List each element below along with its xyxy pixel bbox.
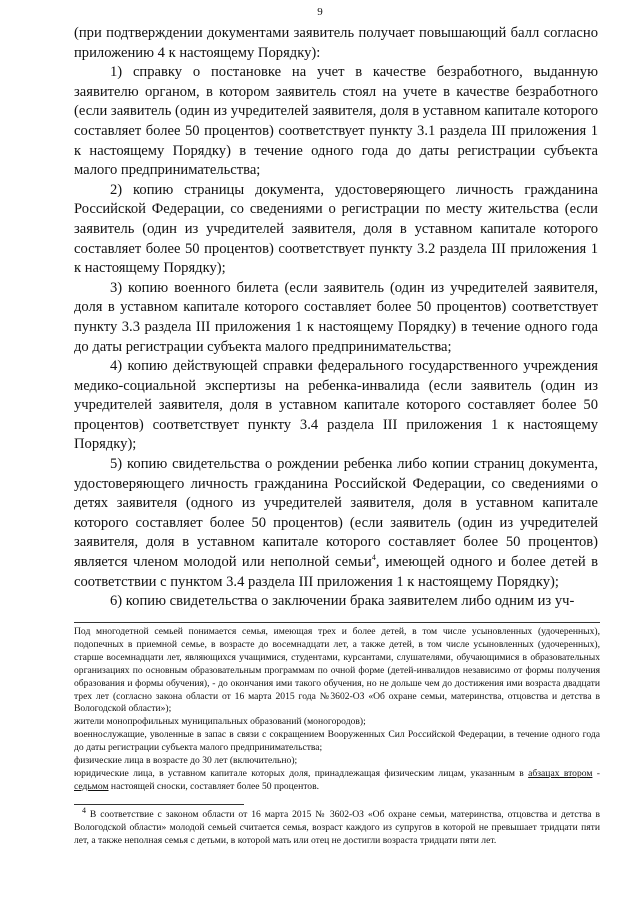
footnote-text: настоящей сноски, составляет более 50 процентов. — [108, 780, 319, 792]
page-number: 9 — [317, 6, 323, 18]
footnote-4-divider — [74, 804, 244, 805]
footnote-4-text — [74, 805, 600, 848]
main-text — [74, 24, 598, 612]
paragraph-item-3: 3) копию военного билета (если заявитель (один из учредителей заявителя, доля в уставном капитале которого составляет более 50 процентов) соответствует пункту 3.3 раздела III приложения 1 к настоящему Порядку) в течение одного года до даты регистрации субъекта малого предпринимательства; — [74, 279, 598, 355]
footnote-4-body: В соответствие с законом области от 16 марта 2015 № 3602-ОЗ «Об охране семьи, материнства, отцовства и детства в Вологодской области» молодой семьей считается семья, возраст каждого из супругов в которой не превышает тридцати пяти лет, а также неполная семья с детьми, в которой мать или отец не достигли возраста тридцати пяти лет. — [74, 808, 600, 846]
footnote-divider — [74, 622, 600, 623]
paragraph-item-5 — [74, 455, 598, 592]
paragraph-item-5-tail: , имеющей одного и более детей в соответствии с пунктом 3.4 раздела III приложения 1 к настоящему Порядку); — [74, 554, 598, 590]
paragraph-intro: (при подтверждении документами заявитель получает повышающий балл согласно приложению 4 к настоящему Порядку): — [74, 25, 598, 61]
footnote-item: военнослужащие, уволенные в запас в связи с сокращением Вооруженных Сил Российской Федерации, в течение одного года до даты регистрации субъекта малого предпринимательства; — [74, 729, 600, 754]
footnotes-section — [74, 622, 600, 848]
footnote-4-marker: 4 — [82, 805, 86, 815]
footnote-ref-4[interactable]: 4 — [371, 553, 376, 563]
paragraph-item-4: 4) копию действующей справки федерального государственного учреждения медико-социальной экспертизы на ребенка-инвалида (если заявитель (один из учредителей заявителя, доля в уставном капитале которого составляет более 50 процентов) соответствует пункту 3.4 раздела III приложения 1 к настоящему Порядку); — [74, 358, 598, 453]
footnote-link-second[interactable]: абзацах втором — [528, 767, 593, 779]
footnote-list — [74, 626, 600, 794]
paragraph-item-5-text: 5) копию свидетельства о рождении ребенка либо копии страниц документа, удостоверяющего личность гражданина Российской Федерации, со сведениями о детях заявителя (одного из учредителей заявителя, доля в уставном капитале которого составляет более 50 процентов) (если заявитель (один из учредителей заявителя, доля в уставном капитале которого составляет более 50 процентов) является членом молодой или неполной семьи — [74, 456, 598, 571]
footnote-item: Под многодетной семьей понимается семья, имеющая трех и более детей, в том числе усыновленных (удочеренных), подопечных в приемной семье, в возрасте до восемнадцати лет, а также детей, в том числе усыновленных (удочеренных), старше восемнадцати лет, являющихся учащимися, студентами, курсантами, слушателями, обучающимися в образовательных организациях по основным образовательным программам по очной форме (детей-инвалидов независимо от формы получения образования и формы обучения), - до окончания ими такого обучения, но не дольше чем до достижения ими возраста двадцати трех лет (согласно закона области от 16 марта 2015 года №3602-ОЗ «Об охране семьи, материнства, отцовства и детства в Вологодской области»); — [74, 626, 600, 715]
footnote-text: юридические лица, в уставном капитале которых доля, принадлежащая физическим лицам, указанным в — [74, 767, 529, 779]
footnote-item: физические лица в возрасте до 30 лет (включительно); — [74, 755, 298, 767]
paragraph-item-2: 2) копию страницы документа, удостоверяющего личность гражданина Российской Федерации, со сведениями о регистрации по месту жительства (если заявитель (один из учредителей заявителя, доля в уставном капитале которого составляет более 50 процентов) соответствует пункту 3.2 раздела III приложения 1 к настоящему Порядку); — [74, 181, 598, 277]
footnote-4 — [74, 804, 600, 848]
footnote-item: жители монопрофильных муниципальных образований (моногородов); — [74, 716, 366, 728]
footnote-link-seventh[interactable]: седьмом — [74, 780, 109, 792]
paragraph-item-6: 6) копию свидетельства о заключении брака заявителем либо одним из уч- — [110, 593, 575, 610]
paragraph-item-1: 1) справку о постановке на учет в качестве безработного, выданную заявителю органом, в котором заявитель стоял на учете в качестве безработного (если заявитель (один из учредителей заявителя, доля в уставном капитале которого составляет более 50 процентов) соответствует пункту 3.1 раздела III приложения 1 к настоящему Порядку) в течение одного года до даты регистрации субъекта малого предпринимательства; — [74, 64, 598, 179]
footnote-item-legal-entities — [74, 768, 600, 794]
footnote-text: - — [592, 767, 600, 779]
